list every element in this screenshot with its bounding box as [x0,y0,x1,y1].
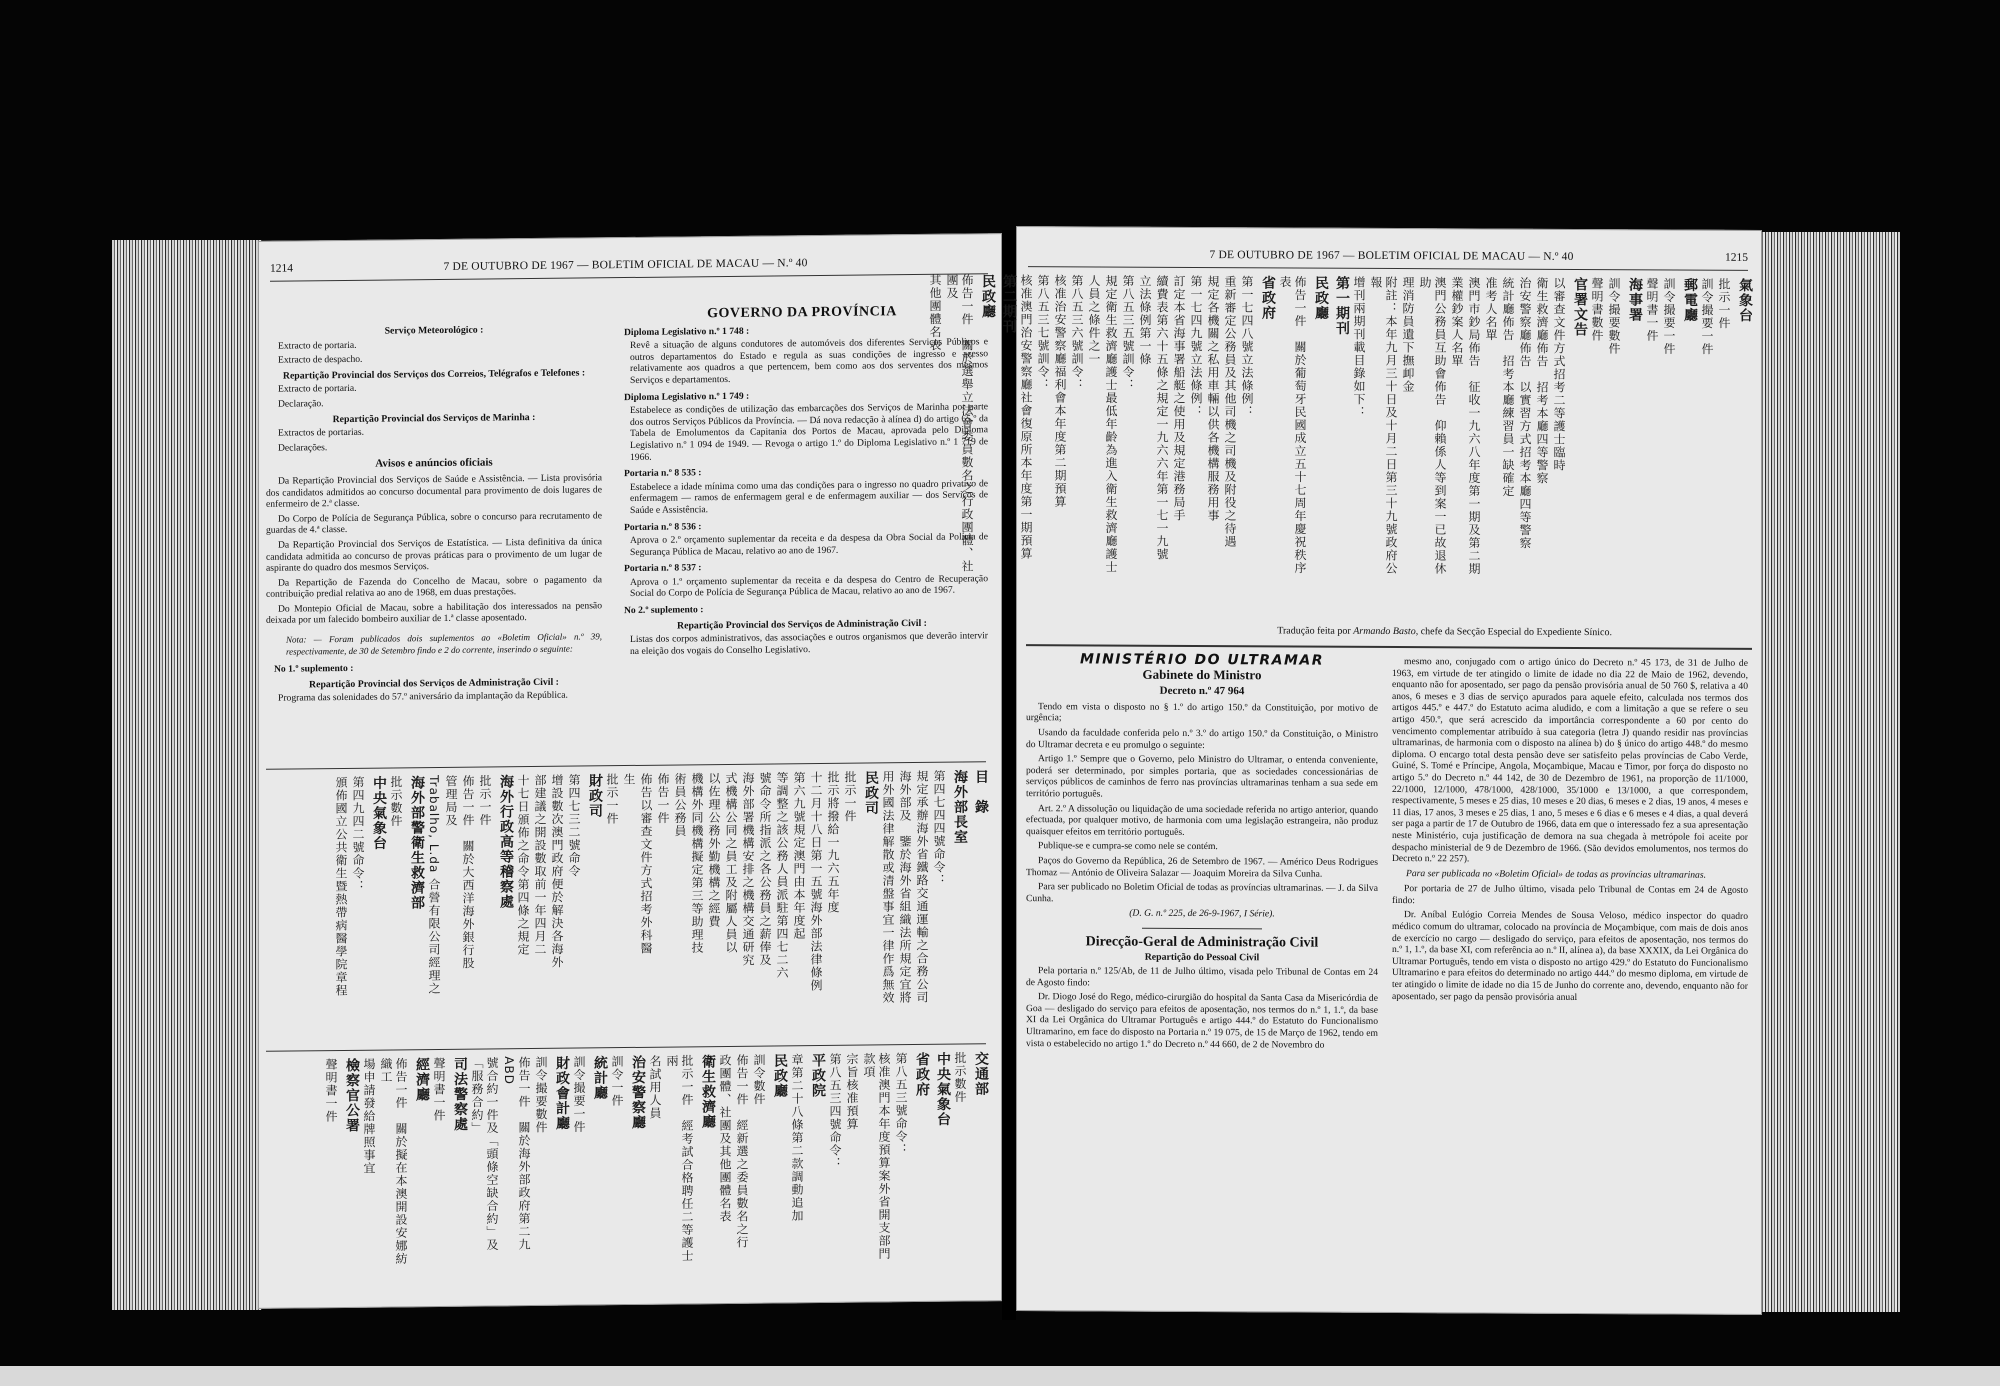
chinese-entry: 第一七四八號立法條例： [1240,275,1254,419]
right-column-1 [1026,651,1378,1054]
decree-title: Decreto n.º 47 964 [1159,684,1245,698]
chinese-entry: 增刊兩期刊載目錄如下： [1352,275,1366,419]
chinese-heading: 中央氣象台 [935,1051,951,1127]
paragraph: Pela portaria n.º 125/Ab, de 11 de Julho último, visada pelo Tribunal de Contas em 24 de Agosto findo: [1026,965,1378,989]
chinese-heading: 財政司 [587,773,603,819]
paragraph: Paços do Governo da República, 26 de Setembro de 1967. — Américo Deus Rodrigues Thomaz — António de Oliveira Salazar — Joaquim Moreira da Silva Cunha. [1026,855,1378,880]
chinese-entry: 訓令撮要一件 [572,1055,586,1134]
translator-name: Armando Basto [1353,625,1416,638]
chinese-index-continued [925,274,1752,578]
item-summary: Aprova o 1.º orçamento suplementar da receita e da despesa do Centro de Recuperação Social do Corpo de Polícia de Segurança Pública de Macau, relativo ao ano de 1967. [630,573,988,600]
chinese-index-upper [331,769,988,1046]
chinese-entry: 以佐理公務外勤機構之經費 [707,772,721,929]
chinese-entry: 規定各機關之私用車輛以供各機構服務用事 [1206,275,1220,523]
chinese-entry: 治安警察廳佈告 以實習方式招考本廳四等警察 [1518,276,1532,550]
chinese-entry: 訓令撮要一件 [1700,277,1714,356]
chinese-heading: 民政廳 [772,1053,788,1099]
section-heading: Serviço Meteorológico : [384,324,484,337]
item-summary: Revê a situação de alguns condutores de automóveis dos diferentes Serviços Públicos e outros departamentos do Estado e regula as suas condições de ingresso e acesso relativamente aos quadros a que pertencem, bem como aos dos serventes dos mesmos Serviços e departamentos. [630,336,988,386]
left-page [258,233,1002,1309]
chinese-entry: 第四七四四號命令： [932,769,946,887]
chinese-heading: 官署文告 [1572,276,1588,338]
chinese-heading: 省政府 [1260,275,1276,321]
chinese-entry: 業權鈔案人名單 [1450,276,1464,368]
section-title: GOVERNO DA PROVÍNCIA [707,304,897,322]
chinese-heading: 海外部長室 [952,769,968,845]
chinese-entry: 部建議之開設數取前一年四月二 [533,773,547,957]
chinese-entry: 批示一件 [478,774,492,827]
chinese-entry: 名試用人員 [648,1054,662,1120]
chinese-entry: 核准澳門治安警察廳社會復原所本年度第一期預算 [1019,274,1033,561]
chinese-heading: 治安警察廳 [630,1054,646,1130]
chinese-entry: 聲明書一件 [1645,277,1659,343]
paragraph: Artigo 1.º Sempre que o Governo, pelo Ministro do Ultramar, o entenda conveniente, poderá ser determinado, por simples portaria, que as sociedades concessionárias de serviços públicos de caminhos de ferro nas províncias ultramarinas tenham a sua sede em território português. [1026,753,1378,800]
chinese-entry: 海外部署機構安排之機構交通研究 [741,771,755,967]
chinese-entry: 佈告一件 關於大西洋海外銀行股 [461,774,475,970]
citation: (D. G. n.º 225, de 26-9-1967, I Série). [1129,907,1275,920]
chinese-entry: 用外國法律解散或清盤事宜一律作爲無效 [881,770,895,1005]
chinese-entry: 章第二十八條第二款調動追加 [790,1053,804,1223]
paragraph: Da Repartição de Fazenda do Concelho de Macau, sobre o pagamento da contribuição predial relativa ao ano de 1968, em duas prestações. [266,573,602,601]
chinese-heading: 檢察官公署 [344,1057,360,1133]
paragraph: Programa das solenidades do 57.º aniversário da implantação da República. [278,690,568,705]
paragraph: Extractos de portarias. [278,426,365,439]
section-title: Avisos e anúncios oficiais [375,456,493,471]
paragraph: mesmo ano, conjugado com o artigo único do Decreto n.º 45 173, de 31 de Julho de 1963, em virtude de ter atingido o limite de idade no dia 22 de Maio de 1962, devendo, enquanto não for aposentado, ser pago da pensão provisória anual de 50 760 $, relativa a 40 anos, 6 meses e 3 dias de serviço apurados para aquele efeito, calculada nos termos dos artigos 445.º e 447.º do Estatuto acima aludido, e com a limitação a que se refere o seu artigo 450.º, que será acrescido da importância correspondente a 60 por cento do vencimento complementar atribuído à sua categoria (letra J) quando residir nas províncias ultramarinas, de harmonia com o disposto na alínea b) do § único do artigo 448.º do mesmo diploma. O encargo total desta pensão deve ser satisfeito pelas províncias de Cabo Verde, Guiné, S. Tomé e Príncipe, Angola, Moçambique, Macau e Timor, por força do disposto no artigo 5.º do Decreto n.º 44 142, de 30 de Dezembro de 1961, na proporção de 11/1000, 22/1000, 12/1000, 478/1000, 428/1000, 35/1000 e 13/1000, a que correspondem, respectivamente, 5 meses e 25 dias, 10 meses e 20 dias, 6 meses e 2 dias, 19 anos, 4 meses e 11 dias, 17 anos, 3 meses e 25 dias, 1 ano, 5 meses e 6 dias e 6 meses e 4 dias, a qual deverá ser paga a partir de 17 de Outubro de 1966, data em que o interessado fez a sua apresentação neste Ministério, cuja justificação de demora na sua chegada à metrópole foi aceite por despacho ministerial de 9 de Dezembro de 1966. (São devidos emolumentos, nos termos do Decreto n.º 22 257). [1392,656,1748,865]
chinese-entry: 批示一件 [843,770,857,823]
chinese-heading: 目 錄 [973,769,989,815]
chinese-entry: 訂定本省海事署船艇之使用及規定港務局手 [1172,274,1186,522]
chinese-entry: 佈告一件 經新選之委員數名之行 [735,1053,749,1249]
chinese-entry: 第六九號規定澳門由本年度起 [792,771,806,941]
chinese-entry: 聲明書一件 [432,1056,446,1123]
chinese-entry: 號合約一件及「頭條空缺合約」及「服務合約」 [470,1056,499,1252]
paragraph: Do Montepio Oficial de Macau, sobre a habilitação dos interessados na pensão deixada por um falecido bombeiro auxiliar de 1.ª classe aposentado. [266,600,602,627]
chinese-entry: 附註：本年九月三十日及十月二日第三十九號政府公報 [1369,275,1398,576]
paragraph: Declaração. [278,398,324,410]
paragraph: Publique-se e cumpra-se como nele se contém. [1038,840,1218,853]
gabinete-heading: Gabinete do Ministro [1142,666,1262,682]
chinese-entry: 批示一件 [605,773,619,826]
item-summary: Estabelece as condições de utilização das embarcações dos Serviços de Marinha por parte dos outros Serviços Públicos da Província. — Dá nova redacção à alínea d) do artigo 65.º da Tabela de Emolumentos da Capitania dos Portos de Macau, aprovada pelo Diploma Legislativo n.º 1 094 de 1949. — Revoga o artigo 1.º do Diploma Legislativo n.º 1 719 de 1966. [630,401,988,463]
chinese-entry: 理消防員遺下撫卹金 [1401,276,1415,394]
chinese-entry: 准考人名單 [1484,276,1498,342]
chinese-entry: 佈告一件 關於擬在本澳開設安娜紡織工 [379,1057,408,1266]
page-number: 1215 [1725,251,1748,264]
right-page-header [1028,248,1748,271]
right-column-2 [1392,656,1748,1007]
paragraph: Art. 2.º A dissolução ou liquidação de uma sociedade referida no artigo anterior, quando efectuada, por qualquer motivo, de harmonia com uma legislação estrangeira, não produz quaisquer efeitos em território português. [1026,802,1378,838]
chinese-entry: 立法條例第一條 [1138,274,1152,366]
item-heading: Portaria n.º 8 535 : [624,467,702,480]
chinese-heading: 中央氣象台 [371,775,387,851]
paragraph: Dr. Diogo José do Rego, médico-cirurgião do hospital da Santa Casa da Misericórdia de Goa — desligado do serviço para efeitos de aposentação, nos termos do n.º 1, 1.º, da base XI da Lei Orgânica do Ultramar Português e artigo 444.º do Estatuto do Funcionalismo Ultramarino, em face do disposto na Portaria n.º 19 075, de 15 de Março de 1962, tendo em vista o estabelecido no artigo 1.º do Decreto n.º 44 660, de 2 de Novembro do [1026,991,1378,1051]
right-page-edges [1760,232,1900,1312]
paragraph: Do Corpo de Polícia de Segurança Pública, sobre o concurso para recrutamento de guardas de 4.ª classe. [266,510,602,537]
chinese-entry: 第八五三四號命令： [828,1052,842,1170]
chinese-entry: Trabalho, L.da 合營有限公司經理之 [427,774,441,996]
chinese-heading: 財政會計廳 [554,1055,570,1131]
paragraph: Para ser publicado no Boletim Oficial de todas as províncias ultramarinas. — J. da Silva Cunha. [1026,881,1378,904]
chinese-heading: 第一期刊 [1334,275,1350,336]
chinese-entry: 澳門公務員互助會佈告 仰賴係人等到案一已故退休助 [1418,276,1447,576]
chinese-entry: 批示將撥給一九六五年度 [826,770,840,914]
chinese-entry: 核准澳門本年度預算案外省開支部門款項 [862,1052,891,1261]
chinese-entry: 訓令撮要一件 [1662,277,1676,356]
chinese-heading: 平政院 [810,1052,826,1099]
chinese-heading: 氣象台 [1737,277,1753,323]
chinese-entry: 第八五三七號訓令： [1036,274,1050,392]
chinese-entry: 第一七四九號立法條例： [1189,274,1203,419]
chinese-entry: 衛生救濟廳佈告 招考本廳四等警察 [1535,276,1549,485]
chinese-entry: 頒佈國立公共衛生暨熱帶病醫學院章程 [334,775,348,998]
scanner-bottom-strip [0,1366,2000,1386]
item-heading: No 1.º suplemento : [274,663,354,675]
chinese-entry: 生 [622,772,636,787]
chinese-entry: 第四七三二號命令 [567,773,581,878]
paragraph: Tendo em vista o disposto no § 1.º do artigo 150.º da Constituição, por motivo de urgência; [1026,700,1378,724]
paragraph: Da Repartição Provincial dos Serviços de Saúde e Assistência. — Lista provisória dos candidatos admitidos ao concurso documental para provimento de dois lugares de enfermeiro de 2.ª classe. [266,472,602,510]
chinese-heading: 交通部 [973,1051,989,1097]
chinese-entry: 訓令數件 [752,1053,766,1106]
left-page-edges [112,240,262,1310]
chinese-entry: 海外部及 鑒於海外省組織法所規定宜將 [898,770,912,1005]
chinese-entry: 聲明書一件 [324,1058,338,1124]
left-summary-column-1 [266,319,602,708]
chinese-entry: 其他團體名表 [928,273,942,352]
paragraph: Dr. Aníbal Eulógio Correia Mendes de Sousa Veloso, médico inspector do quadro médico comum do ultramar, colocado na província de Moçambique, com mais de dois anos de exercício no cargo — desligado do serviço, para efeitos de aposentação, nos termos do n.º 1, 1.º, da base XI, com referência ao n.º II, alínea a), da base XXXIX, da Lei Orgânica do Ultramar Português, tendo em vista o disposto no artigo 429.º do Estatuto do Funcionalismo Ultramarino e para efeitos do determinado no artigo 444.º do mesmo diploma, em virtude de ter atingido o limite de idade no dia 15 de Junho do corrente ano, devendo, enquanto não for aposentado, ser pago da pensão provisória anual [1392,909,1748,1003]
chinese-entry: 人員之條件之一 [1087,274,1101,366]
chinese-heading: 海外部警衛生救濟部 [409,775,425,911]
chinese-heading: 省政府 [914,1051,930,1098]
section-divider [1026,644,1752,650]
chinese-entry: 以審查文件方式招考二等護士臨時 [1552,276,1566,472]
section-heading: Repartição Provincial dos Serviços dos Correios, Telégrafos e Telefones : [282,367,586,382]
chinese-entry: 機構外同機構擬定第三等助理技 [690,772,704,955]
chinese-entry: 佈告一件 關於葡萄牙民國成立五十七周年慶祝秩序表 [1278,275,1307,575]
chinese-entry: 規定承辦海外省鐵路交通運輸之合務公司 [915,769,929,1005]
chinese-entry: 聲明書數件 [1590,277,1604,343]
chinese-entry: 政團體、社團及其他團體名表 [718,1053,732,1224]
chinese-heading: 統計廳 [592,1055,608,1101]
chinese-entry: 第八五三五號訓令： [1121,274,1135,392]
paragraph: Declarações. [278,441,328,454]
chinese-entry: 佈告以審查文件方式招考外科醫 [639,772,653,955]
chinese-heading: 民政廳 [980,273,996,319]
decree-body [1026,701,1378,921]
paragraph: Extracto de portaria. [278,339,357,352]
chinese-entry: 批示數件 [389,775,403,828]
page-number: 1214 [270,262,293,275]
chinese-index-lower [321,1051,988,1278]
chinese-entry: 號命令所指派之各公務員之薪俸及 [758,771,772,967]
paragraph: Por portaria de 27 de Julho último, visada pelo Tribunal de Contas em 24 de Agosto findo: [1392,883,1748,907]
chinese-entry: 第八五三六號訓令： [1070,274,1084,392]
item-heading: Diploma Legislativo n.º 1 748 : [624,325,750,338]
chinese-entry: 核准治安警察廳福利會本年度第二期預算 [1053,274,1067,509]
chinese-heading: 第二期刊 [1001,273,1017,335]
chinese-heading: 海事署 [1627,277,1643,323]
dgac-heading: Direcção-Geral de Administração Civil [1085,934,1319,951]
section-divider [266,761,986,770]
chinese-entry: 批示一件 [1717,277,1731,330]
chinese-entry: 批示一件 經考試合格聘任二等護士兩 [665,1054,694,1263]
chinese-entry: 十七日頒佈之命令第四條之規定 [516,774,530,957]
paragraph: Usando da faculdade conferida pelo n.º 3.º do artigo 150.º da Constituição, o Ministro do Ultramar decreta e eu promulgo o seguinte: [1026,727,1378,751]
chinese-entry: 批示數件 [953,1051,967,1104]
chinese-entry: 宗旨核准預算 [845,1052,859,1131]
left-page-header [270,255,988,282]
chinese-entry: 增設數次澳門政府便於解決各海外 [550,773,564,969]
section-heading: Repartição Provincial dos Serviços de Administração Civil : [309,676,559,691]
chinese-entry: 訓令撮要數件 [1607,277,1621,356]
item-heading: No 2.º suplemento : [624,604,704,617]
chinese-entry: 管理局及 [444,774,458,827]
chinese-entry: 第八五三號命令： [894,1052,908,1157]
header-title: 7 DE OUTUBRO DE 1967 — BOLETIM OFICIAL DE MACAU — N.º 40 [443,257,808,273]
translation-note: Tradução feita por Armando Basto, chefe da Secção Especial do Expediente Sínico. [1277,625,1612,639]
chinese-heading: 經濟廳 [414,1057,430,1103]
chinese-heading: 民政廳 [1313,275,1329,321]
paragraph: Extracto de despacho. [278,353,363,366]
chinese-entry: 式機構公同之員工及附屬人員以 [724,771,738,955]
chinese-heading: 司法警察處 [452,1056,468,1132]
section-heading: Repartição Provincial dos Serviços de Administração Civil : [677,617,927,632]
chinese-entry: 訓令撮要數件 [534,1055,548,1135]
note: Nota: — Foram publicados dois suplementos ao «Boletim Oficial» n.º 39, respectivamente, de 30 de Setembro findo e 2 do corrente, inserindo o seguinte: [286,631,602,657]
section-heading: Repartição Provincial dos Serviços de Marinha : [332,411,536,425]
chinese-entry: 統計廳佈告 招考本廳練習員一缺確定 [1501,276,1515,498]
chinese-entry: 第四九四二號命令： [351,775,365,893]
item-heading: Diploma Legislativo n.º 1 749 : [624,390,750,403]
item-summary: Listas dos corpos administrativos, das associações e outros organismos que deverão intervir na eleição dos vogais do Conselho Legislativo. [630,630,988,657]
item-summary: Estabelece a idade mínima como uma das condições para o ingresso no quadro privativo de enfermagem — ramos de enfermagem geral e de enfermagem auxiliar — dos Serviços de Saúde e Assistência. [630,477,988,516]
paragraph: Da Repartição Provincial dos Serviços de Estatística. — Lista definitiva da única candidata admitida ao concurso de provas práticas para o provimento de um lugar de aspirante do quadro dos mesmos Serviços. [266,536,602,574]
chinese-heading: 海外行政高等稽察處 [498,774,514,910]
item-summary: Aprova o 2.º orçamento suplementar da receita e da despesa da Obra Social da Polícia de Segurança Pública de Macau, relativo ao ano de 1967. [630,531,988,558]
chinese-entry: 十二月十八日第一五號海外部法律條例 [809,770,823,993]
chinese-entry: 等調整之該公務人員派駐第四七二六 [775,771,789,980]
portaria-body [1026,965,1378,1051]
chinese-entry: 佈告一件 關於海外部政府第二九ABD [502,1056,531,1252]
item-heading: Portaria n.º 8 536 : [624,520,702,533]
reparticao-heading: Repartição do Pessoal Civil [1144,952,1260,964]
chinese-entry: 規定衛生救濟廳護士最低年齡為進入衛生救濟廳護士 [1104,274,1118,574]
chinese-heading: 郵電廳 [1682,277,1698,323]
chinese-entry: 訓令一件 [610,1055,624,1108]
chinese-entry: 澳門市鈔局佈告 征收一九六八年度第一期及第二期 [1467,276,1481,576]
header-title: 7 DE OUTUBRO DE 1967 — BOLETIM OFICIAL DE MACAU — N.º 40 [1209,249,1574,263]
ministry-heading: MINISTÉRIO DO ULTRAMAR [1079,651,1325,669]
chinese-entry: 續費表第六十五條之規定一九六六年第一七一九號 [1155,274,1169,561]
chinese-entry: 場申請發給牌照事宜 [362,1057,376,1175]
paragraph: Extracto de portaria. [278,383,357,396]
chinese-entry: 術員公務員 [673,772,687,838]
chinese-entry: 佈告一件 [656,772,670,825]
item-heading: Portaria n.º 8 537 : [624,562,702,575]
chinese-entry: 佈告一件 關於選舉立法會委員數名之行政團體、社團及 [945,273,974,573]
chinese-heading: 衛生救濟廳 [700,1054,716,1130]
chinese-heading: 民政司 [863,770,879,816]
publication-note: Para ser publicada no «Boletim Oficial» de todas as províncias ultramarinas. [1406,867,1706,881]
chinese-entry: 重新審定公務員及其他司機之司機及附役之待遇 [1223,275,1237,549]
